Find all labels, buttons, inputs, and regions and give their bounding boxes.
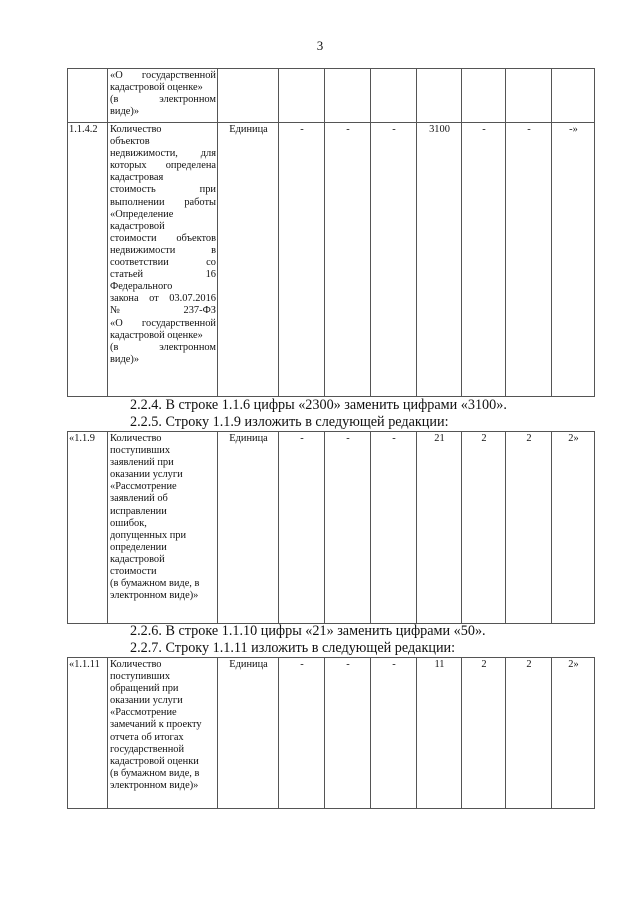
paragraph-2-2-6: 2.2.6. В строке 1.1.10 цифры «21» заменить цифрами «50». <box>130 623 486 639</box>
table-row <box>68 69 595 123</box>
paragraph-2-2-7: 2.2.7. Строку 1.1.11 изложить в следующей редакции: <box>130 640 456 656</box>
value-cell: - <box>506 123 552 397</box>
value-cell: - <box>371 658 417 809</box>
value-cell: - <box>371 432 417 624</box>
value-cell: - <box>325 123 371 397</box>
value-cell: 2 <box>462 432 506 624</box>
value-cell: 2 <box>462 658 506 809</box>
row-code: 1.1.4.2 <box>68 123 108 397</box>
row-code: «1.1.9 <box>68 432 108 624</box>
value-cell: -» <box>552 123 595 397</box>
row-description: Количество поступивших обращений при оказании услуги «Рассмотрение замечаний к проекту отчета об итогах государственной кадастровой оценки (в бумажном виде, в электронном виде)» <box>108 658 218 809</box>
row-code <box>68 69 108 123</box>
value-cell: 2 <box>506 432 552 624</box>
value-cell: 3100 <box>417 123 462 397</box>
row-description: Количество поступивших заявлений при оказании услуги «Рассмотрение заявлений об исправлении ошибок, допущенных при определении кадастровой стоимости (в бумажном виде, в электронном виде)» <box>108 432 218 624</box>
value-cell: - <box>279 432 325 624</box>
value-cell <box>506 69 552 123</box>
value-cell <box>325 69 371 123</box>
value-cell: 11 <box>417 658 462 809</box>
value-cell: - <box>462 123 506 397</box>
table-row <box>68 432 595 624</box>
value-cell: - <box>325 432 371 624</box>
row-unit: Единица <box>218 123 279 397</box>
value-cell <box>462 69 506 123</box>
page-number: 3 <box>316 38 324 53</box>
row-description: Количество объектов недвижимости, для которых определена кадастровая стоимость при выполнении работы «Определение кадастровой стоимости объектов недвижимости в соответствии со статьей 16 Федерального закона от 03.07.2016 № 237-ФЗ «О государственной кадастровой оценке» (в электронном виде)» <box>108 123 218 397</box>
value-cell: 21 <box>417 432 462 624</box>
paragraph-2-2-5: 2.2.5. Строку 1.1.9 изложить в следующей редакции: <box>130 414 449 430</box>
value-cell: 2» <box>552 658 595 809</box>
value-cell: - <box>371 123 417 397</box>
value-cell: 2» <box>552 432 595 624</box>
value-cell <box>279 69 325 123</box>
row-description: «О государственной кадастровой оценке» (в электронном виде)» <box>108 69 218 123</box>
value-cell: - <box>279 658 325 809</box>
indicator-table-3 <box>67 657 595 809</box>
value-cell: - <box>279 123 325 397</box>
indicator-table-2 <box>67 431 595 624</box>
row-unit: Единица <box>218 658 279 809</box>
row-code: «1.1.11 <box>68 658 108 809</box>
value-cell <box>371 69 417 123</box>
value-cell: - <box>325 658 371 809</box>
row-unit <box>218 69 279 123</box>
row-unit: Единица <box>218 432 279 624</box>
value-cell <box>552 69 595 123</box>
value-cell: 2 <box>506 658 552 809</box>
paragraph-2-2-4: 2.2.4. В строке 1.1.6 цифры «2300» заменить цифрами «3100». <box>130 397 507 413</box>
indicator-table-1 <box>67 68 595 397</box>
table-row <box>68 658 595 809</box>
value-cell <box>417 69 462 123</box>
table-row <box>68 123 595 397</box>
